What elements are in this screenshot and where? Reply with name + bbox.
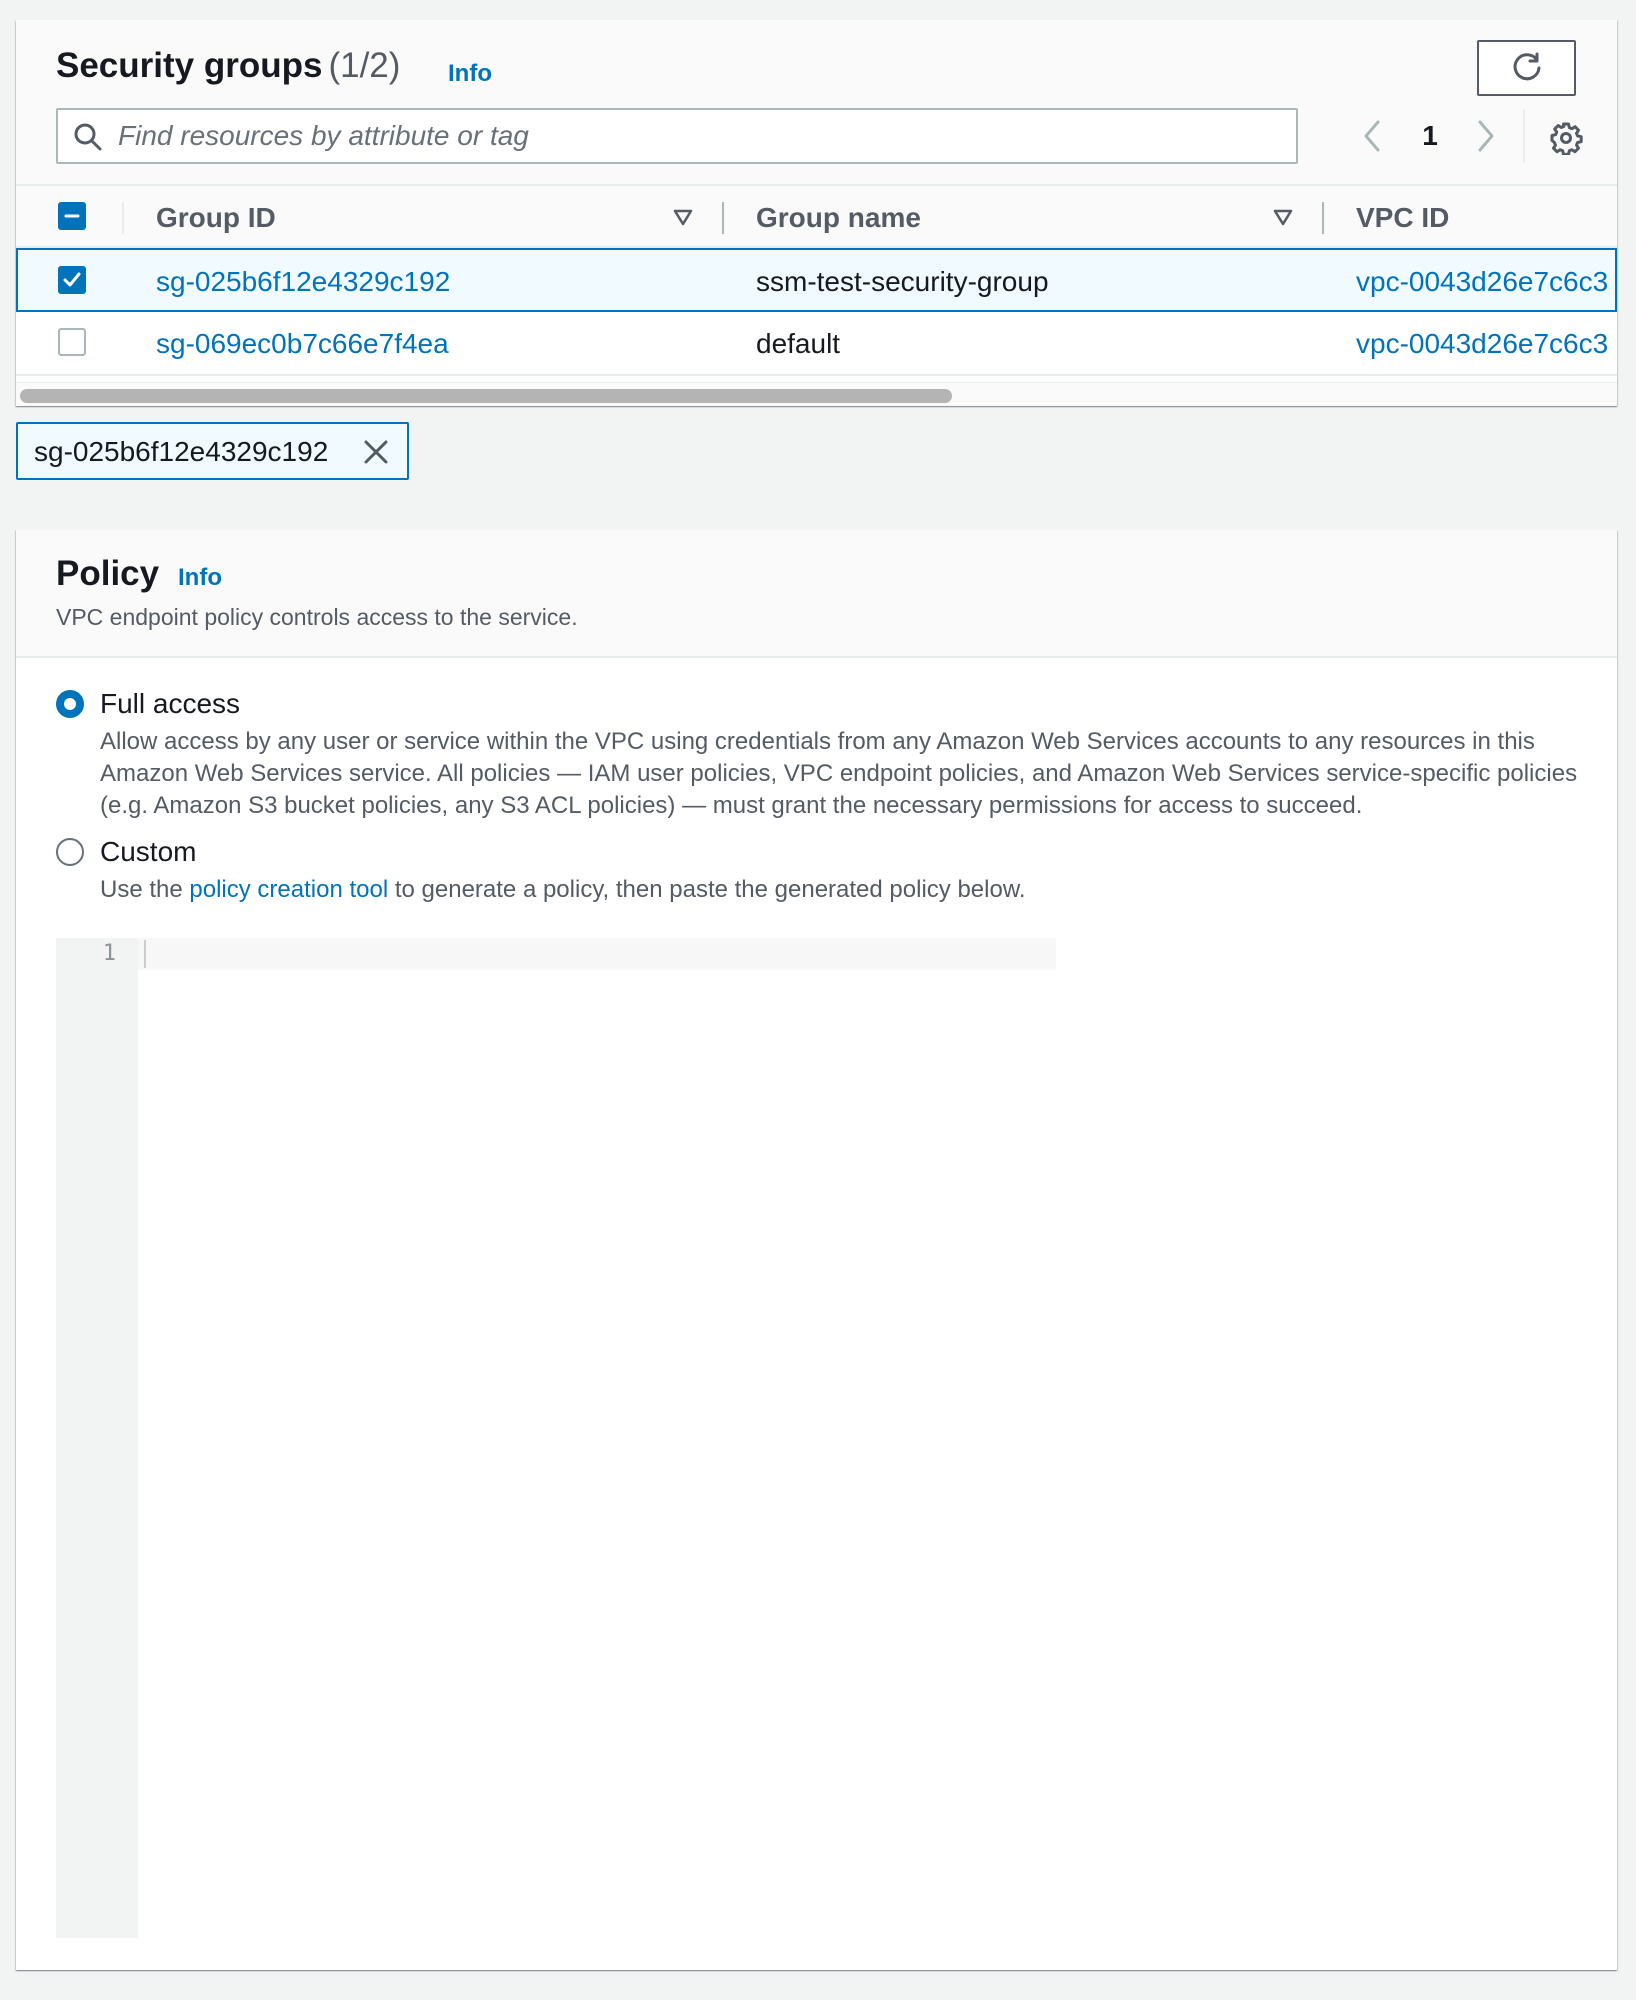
full-access-description-line: Allow access by any user or service within the VPC using credentials from any Amazon Web Services accounts to any resources in this [100, 728, 1535, 755]
full-access-description [100, 726, 1580, 822]
full-access-description-line: Amazon Web Services service. All policies — IAM user policies, VPC endpoint policies, and Amazon Web Services service-specific policies [100, 760, 1578, 787]
sort-icon[interactable] [672, 206, 694, 228]
chevron-right-icon [1474, 119, 1498, 153]
sort-icon[interactable] [1272, 206, 1294, 228]
editor-active-line[interactable] [138, 938, 1056, 970]
horizontal-scrollbar[interactable] [16, 382, 1617, 406]
row-checkbox[interactable] [58, 328, 86, 356]
full-access-description-line: (e.g. Amazon S3 bucket policies, any S3 ACL policies) — must grant the necessary permissions for access to succeed. [100, 792, 1363, 819]
policy-panel [16, 530, 1617, 1970]
vpc-id-link[interactable]: vpc-0043d26e7c6c3 [1356, 266, 1609, 297]
custom-description-suffix: to generate a policy, then paste the generated policy below. [388, 876, 1026, 903]
search-icon [72, 121, 104, 153]
row-checkbox[interactable] [58, 266, 86, 294]
table-row[interactable] [16, 248, 1617, 312]
search-input[interactable] [118, 118, 1278, 154]
policy-creation-tool-link[interactable]: policy creation tool [189, 876, 389, 903]
table-header [16, 184, 1617, 248]
previous-page-button[interactable] [1352, 116, 1392, 156]
custom-description [100, 874, 1580, 906]
security-groups-title-text: Security groups [56, 46, 323, 85]
security-groups-header [16, 20, 1617, 184]
column-divider [122, 202, 124, 234]
custom-description-prefix: Use the [100, 876, 190, 903]
search-field[interactable] [56, 108, 1298, 164]
security-groups-info-link[interactable]: Info [448, 60, 492, 87]
column-header-group-id[interactable]: Group ID [156, 202, 276, 233]
full-access-radio[interactable] [56, 690, 84, 718]
column-resizer[interactable] [1322, 202, 1324, 234]
select-all-checkbox[interactable] [58, 202, 86, 230]
security-groups-panel [16, 20, 1617, 406]
table-row[interactable] [16, 312, 1617, 376]
chevron-left-icon [1360, 119, 1384, 153]
editor-cursor [144, 940, 146, 968]
remove-token-button[interactable] [358, 434, 394, 470]
close-icon [363, 439, 389, 465]
checkmark-icon [62, 270, 82, 290]
column-header-group-name[interactable]: Group name [756, 202, 921, 233]
next-page-button[interactable] [1466, 116, 1506, 156]
scrollbar-thumb[interactable] [20, 389, 952, 403]
group-name-cell: default [756, 328, 841, 359]
minus-icon [63, 207, 81, 225]
column-resizer[interactable] [722, 202, 724, 234]
gear-icon [1549, 121, 1583, 155]
token-label: sg-025b6f12e4329c192 [34, 436, 329, 467]
security-groups-title [56, 46, 400, 86]
refresh-button[interactable] [1477, 40, 1576, 96]
page-number-button[interactable]: 1 [1422, 120, 1438, 151]
vpc-id-link[interactable]: vpc-0043d26e7c6c3 [1356, 328, 1609, 359]
policy-code-editor[interactable] [56, 938, 1613, 1938]
group-id-link[interactable]: sg-069ec0b7c66e7f4ea [156, 328, 449, 359]
preferences-button[interactable] [1544, 116, 1588, 160]
column-header-vpc-id[interactable]: VPC ID [1356, 202, 1450, 233]
custom-radio[interactable] [56, 838, 84, 866]
editor-gutter [56, 938, 138, 1938]
policy-info-link[interactable]: Info [178, 564, 222, 591]
security-groups-count: (1/2) [328, 46, 401, 85]
line-number: 1 [102, 941, 116, 966]
policy-header [16, 530, 1617, 658]
group-name-cell: ssm-test-security-group [756, 266, 1049, 297]
policy-title: Policy [56, 554, 160, 593]
policy-description: VPC endpoint policy controls access to the service. [56, 604, 578, 630]
selected-security-group-token [16, 422, 409, 480]
group-id-link[interactable]: sg-025b6f12e4329c192 [156, 266, 451, 297]
pagination-divider [1523, 110, 1525, 162]
refresh-icon [1509, 50, 1545, 86]
full-access-label[interactable]: Full access [100, 688, 241, 719]
custom-label[interactable]: Custom [100, 836, 197, 867]
